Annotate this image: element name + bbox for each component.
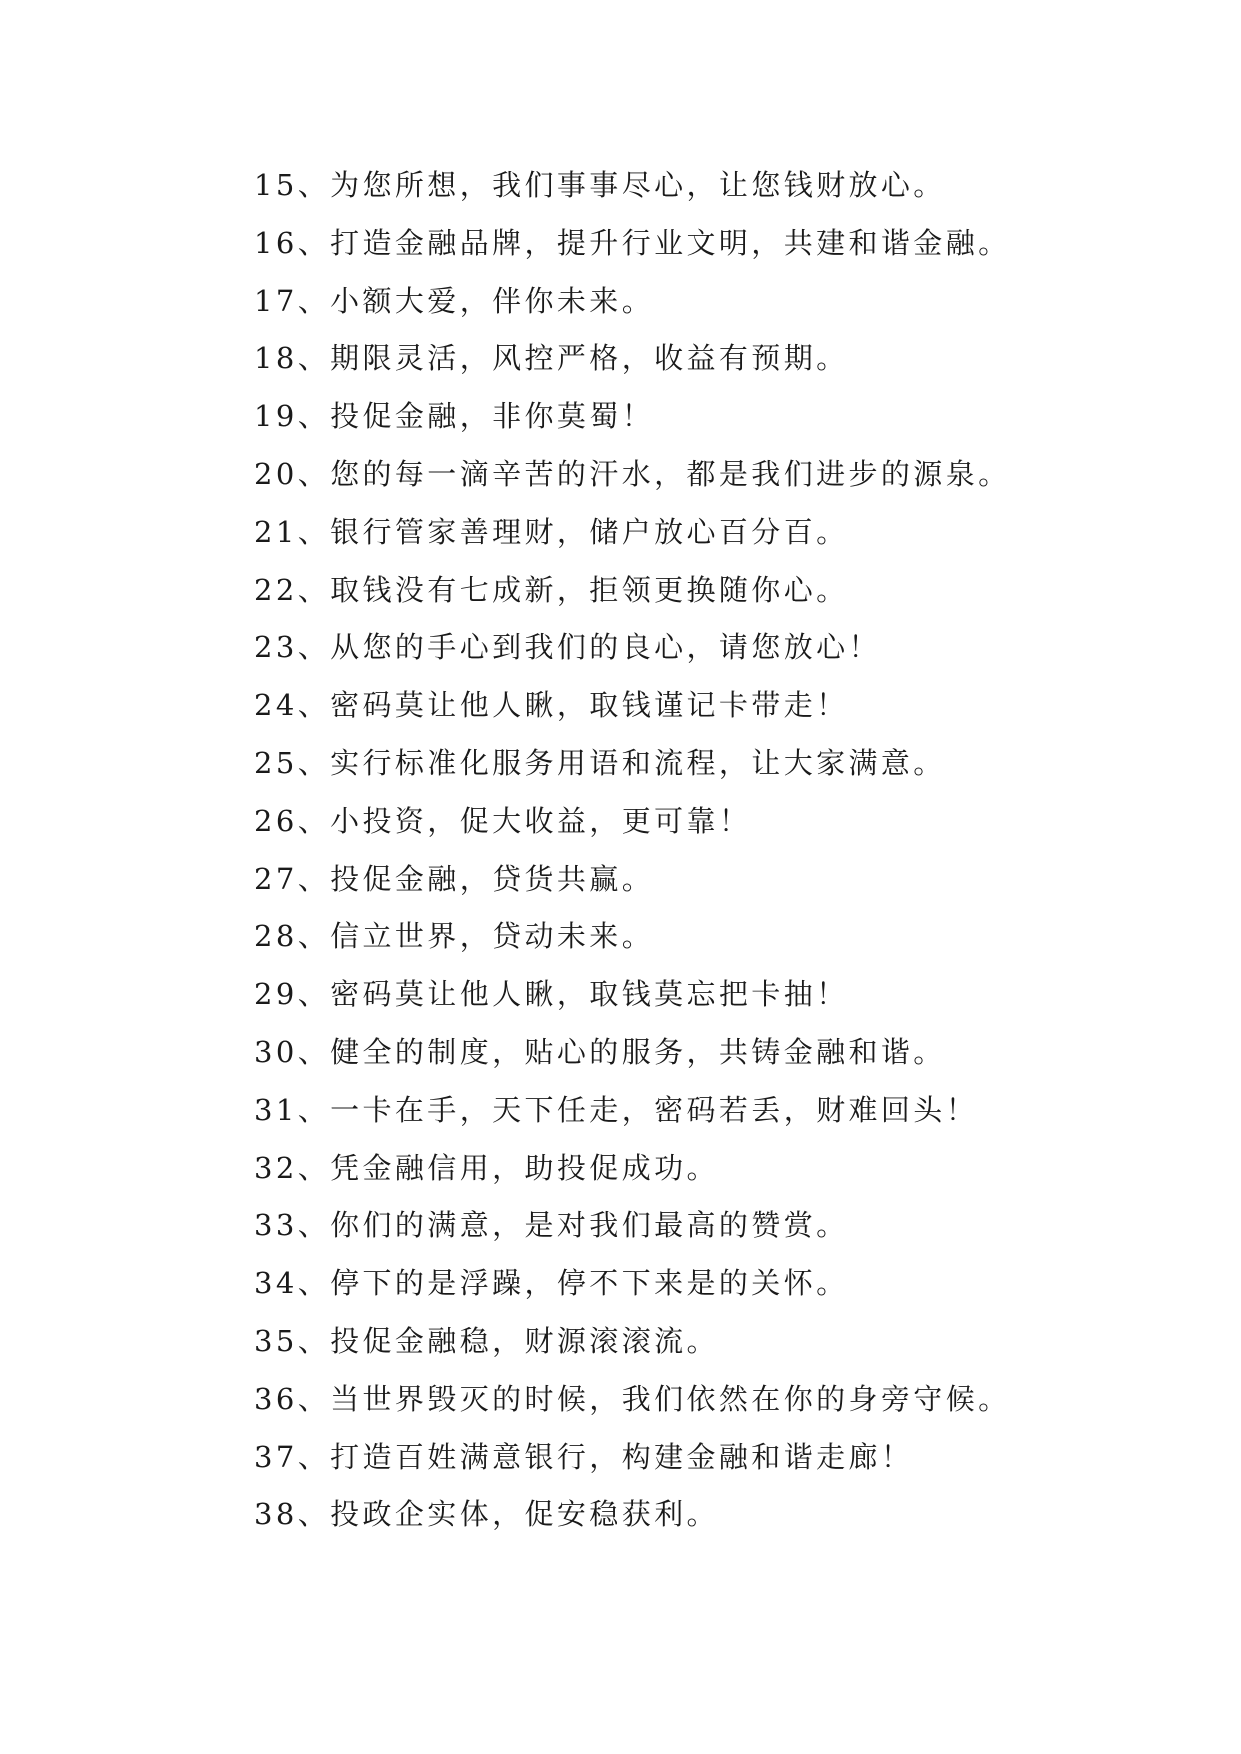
list-item: 17、小额大爱，伴你未来。 bbox=[254, 283, 655, 318]
list-item: 24、密码莫让他人瞅，取钱谨记卡带走！ bbox=[254, 688, 849, 723]
list-item: 35、投促金融稳，财源滚滚流。 bbox=[254, 1323, 719, 1358]
list-item: 25、实行标准化服务用语和流程，让大家满意。 bbox=[254, 745, 946, 780]
list-item: 23、从您的手心到我们的良心，请您放心！ bbox=[254, 630, 881, 665]
list-item: 32、凭金融信用，助投促成功。 bbox=[254, 1150, 719, 1185]
list-item: 30、健全的制度，贴心的服务，共铸金融和谐。 bbox=[254, 1034, 946, 1069]
list-item: 37、打造百姓满意银行，构建金融和谐走廊！ bbox=[254, 1439, 914, 1474]
list-item: 16、打造金融品牌，提升行业文明，共建和谐金融。 bbox=[254, 225, 1011, 260]
list-item: 31、一卡在手，天下任走，密码若丢，财难回头！ bbox=[254, 1092, 979, 1127]
list-item: 20、您的每一滴辛苦的汗水，都是我们进步的源泉。 bbox=[254, 456, 1011, 491]
list-item: 29、密码莫让他人瞅，取钱莫忘把卡抽！ bbox=[254, 977, 849, 1012]
list-item: 27、投促金融，贷货共赢。 bbox=[254, 861, 655, 896]
list-item: 21、银行管家善理财，储户放心百分百。 bbox=[254, 514, 849, 549]
list-item: 18、期限灵活，风控严格，收益有预期。 bbox=[254, 341, 849, 376]
list-item: 33、你们的满意，是对我们最高的赞赏。 bbox=[254, 1208, 849, 1243]
slogan-list bbox=[254, 157, 1194, 1544]
list-item: 36、当世界毁灭的时候，我们依然在你的身旁守候。 bbox=[254, 1381, 1011, 1416]
list-item: 34、停下的是浮躁，停不下来是的关怀。 bbox=[254, 1266, 849, 1301]
list-item: 38、投政企实体，促安稳获利。 bbox=[254, 1497, 719, 1532]
list-item: 22、取钱没有七成新，拒领更换随你心。 bbox=[254, 572, 849, 607]
list-item: 26、小投资，促大收益，更可靠！ bbox=[254, 803, 752, 838]
list-item: 19、投促金融，非你莫蜀！ bbox=[254, 399, 655, 434]
list-item: 28、信立世界，贷动未来。 bbox=[254, 919, 655, 954]
list-item: 15、为您所想，我们事事尽心，让您钱财放心。 bbox=[254, 168, 946, 202]
